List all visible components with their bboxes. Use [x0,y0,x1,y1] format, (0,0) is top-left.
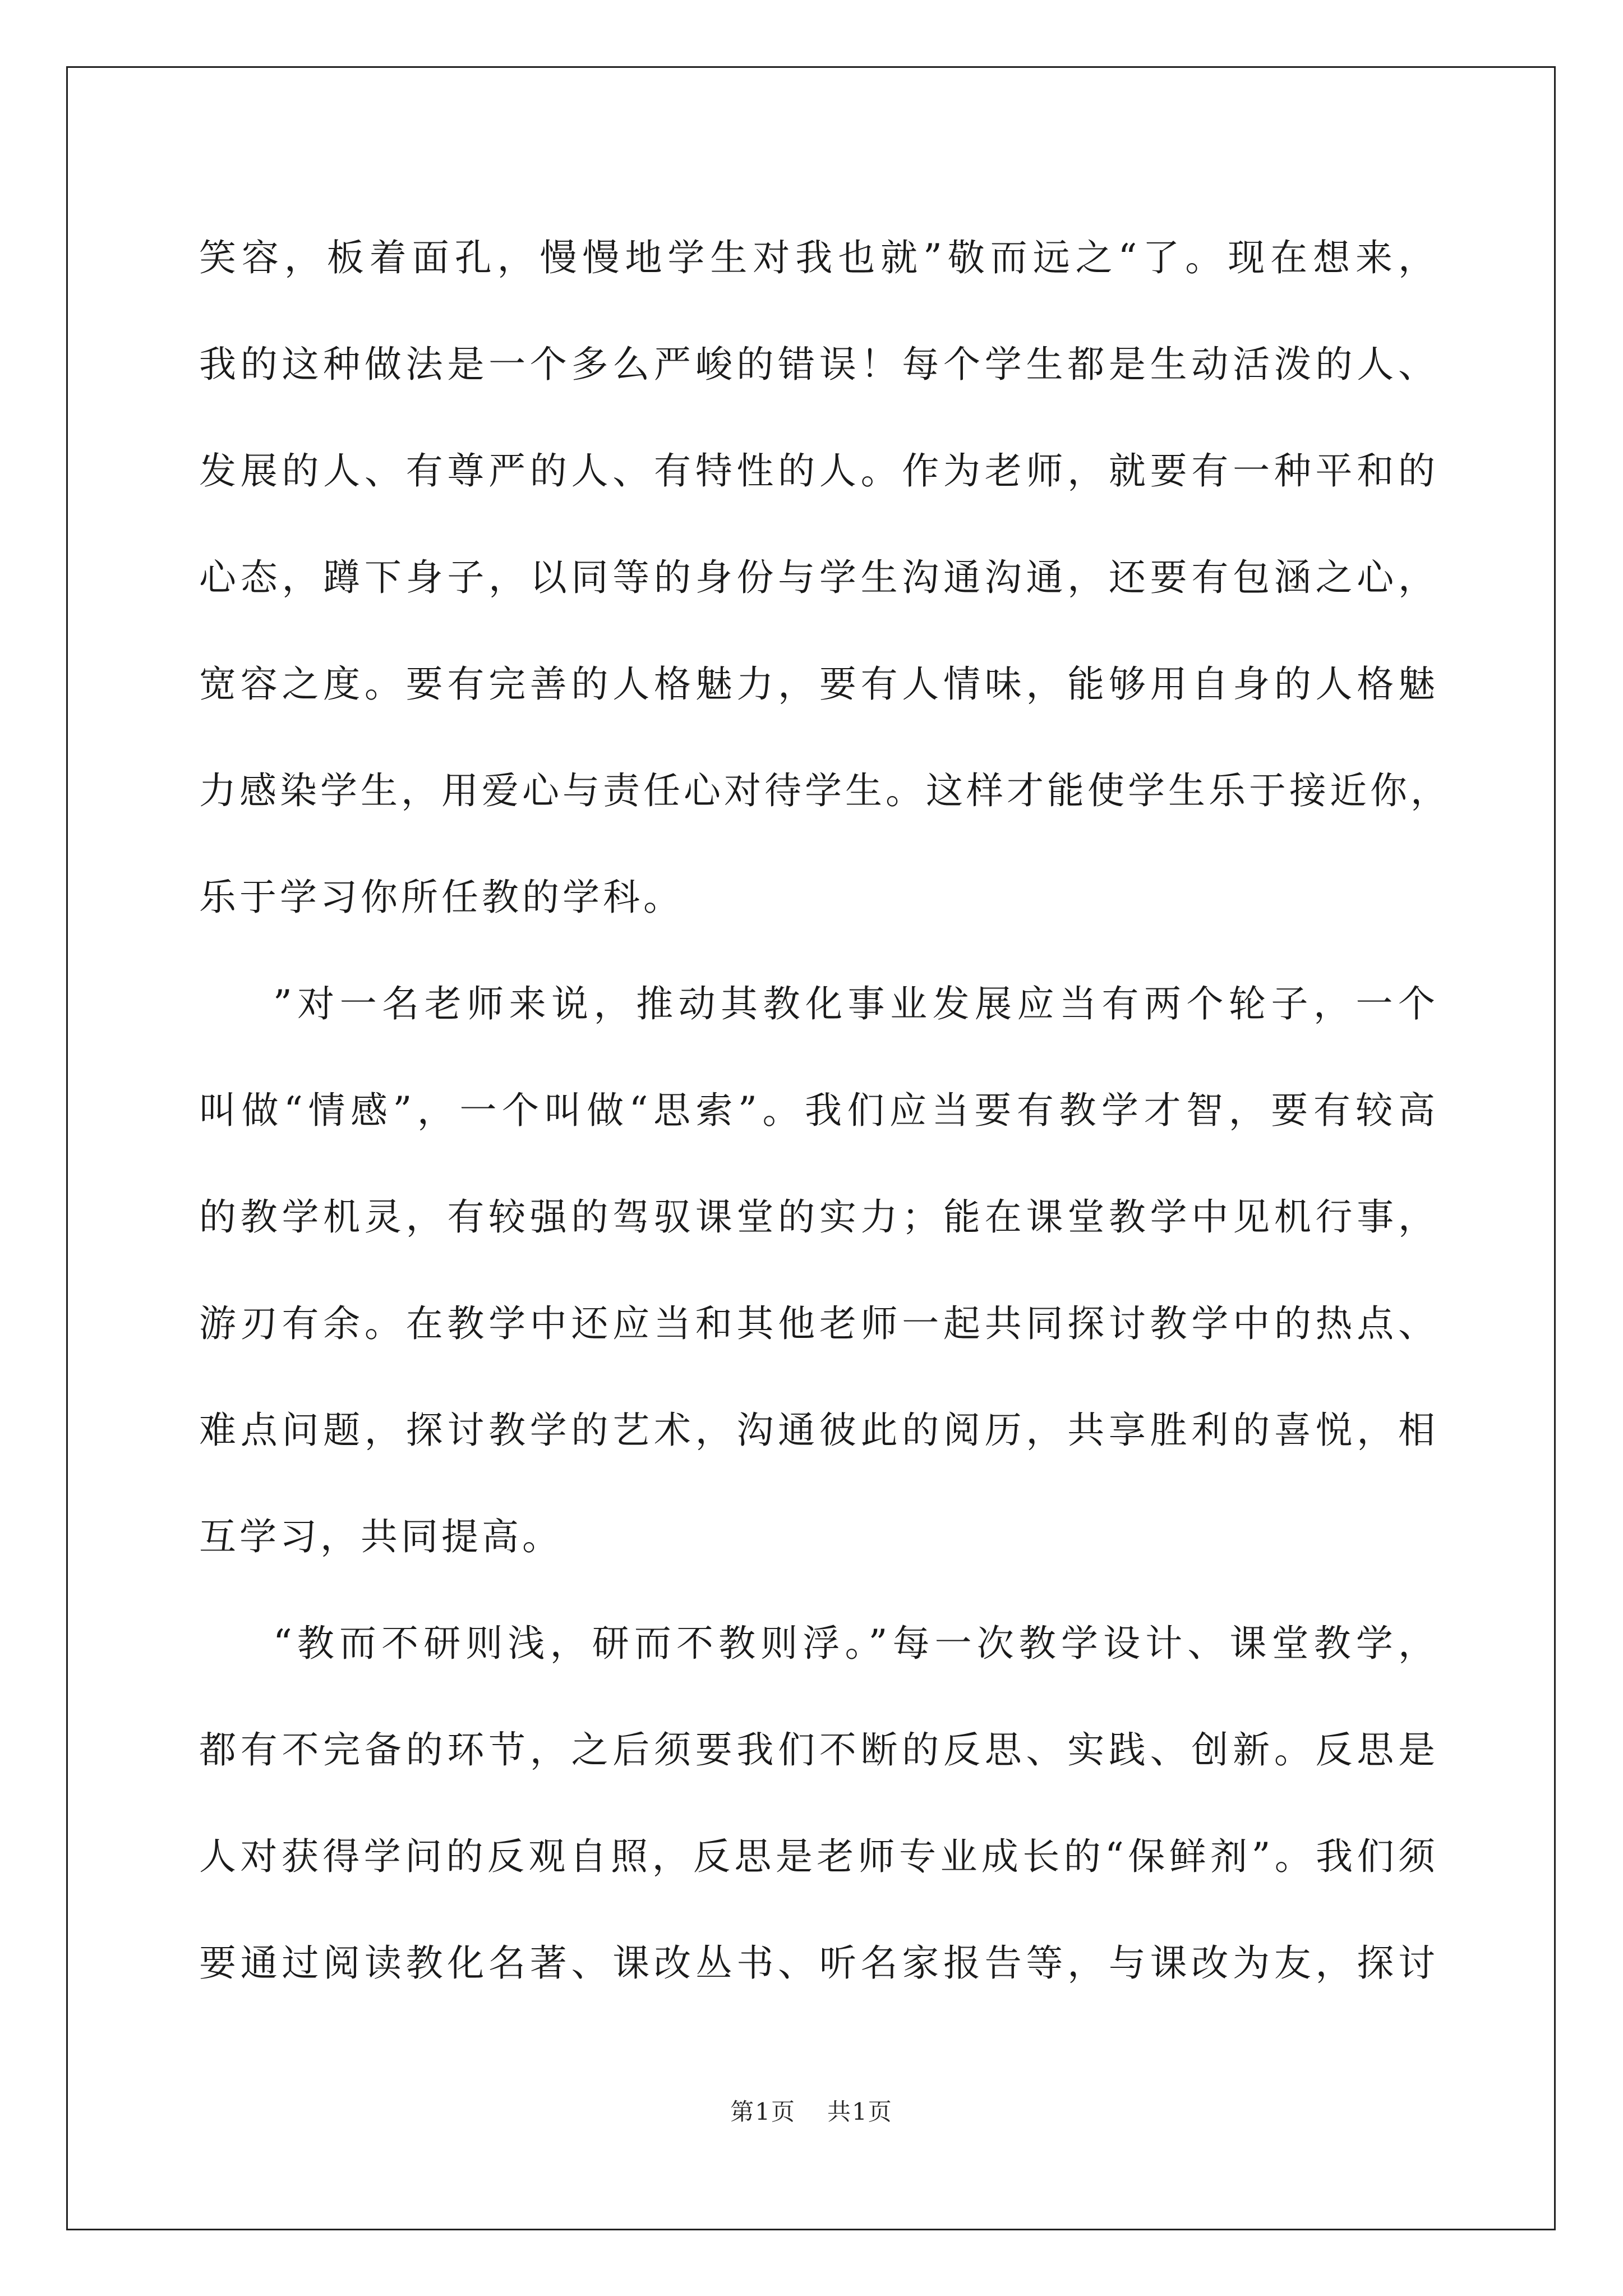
text-line: 游刃有余。在教学中还应当和其他老师一起共同探讨教学中的热点、 [199,1302,1438,1345]
text-line: ”对一名老师来说，推动其教化事业发展应当有两个轮子，一个 [273,982,1438,1025]
page-total: 共1页 [827,2098,893,2125]
text-line: 发展的人、有尊严的人、有特性的人。作为老师，就要有一种平和的 [199,449,1438,493]
document-body [199,205,1451,2017]
text-line: 乐于学习你所任教的学科。 [199,876,684,919]
page-footer [0,2093,1623,2127]
text-line: 互学习，共同提高。 [199,1515,562,1558]
text-line: 人对获得学问的反观自照，反思是老师专业成长的“保鲜剂”。我们须 [199,1835,1438,1878]
text-line: 力感染学生，用爱心与责任心对待学生。这样才能使学生乐于接近你， [199,769,1451,812]
text-line: 我的这种做法是一个多么严峻的错误！每个学生都是生动活泼的人、 [199,343,1438,386]
text-line: 要通过阅读教化名著、课改丛书、听名家报告等，与课改为友，探讨 [199,1941,1438,1985]
text-line: 叫做“情感”，一个叫做“思索”。我们应当要有教学才智，要有较高 [199,1089,1438,1132]
text-line: 都有不完备的环节，之后须要我们不断的反思、实践、创新。反思是 [199,1728,1438,1772]
text-line: 笑容，板着面孔，慢慢地学生对我也就”敬而远之“了。现在想来， [199,236,1438,279]
text-line: 宽容之度。要有完善的人格魅力，要有人情味，能够用自身的人格魅 [199,662,1438,706]
text-line: 心态，蹲下身子，以同等的身份与学生沟通沟通，还要有包涵之心， [199,556,1438,599]
text-line: 难点问题，探讨教学的艺术，沟通彼此的阅历，共享胜利的喜悦，相 [199,1409,1438,1452]
page-number: 第1页 [730,2098,796,2125]
text-line: 的教学机灵，有较强的驾驭课堂的实力；能在课堂教学中见机行事， [199,1195,1438,1239]
text-line: “教而不研则浅，研而不教则浮。”每一次教学设计、课堂教学， [273,1622,1438,1665]
